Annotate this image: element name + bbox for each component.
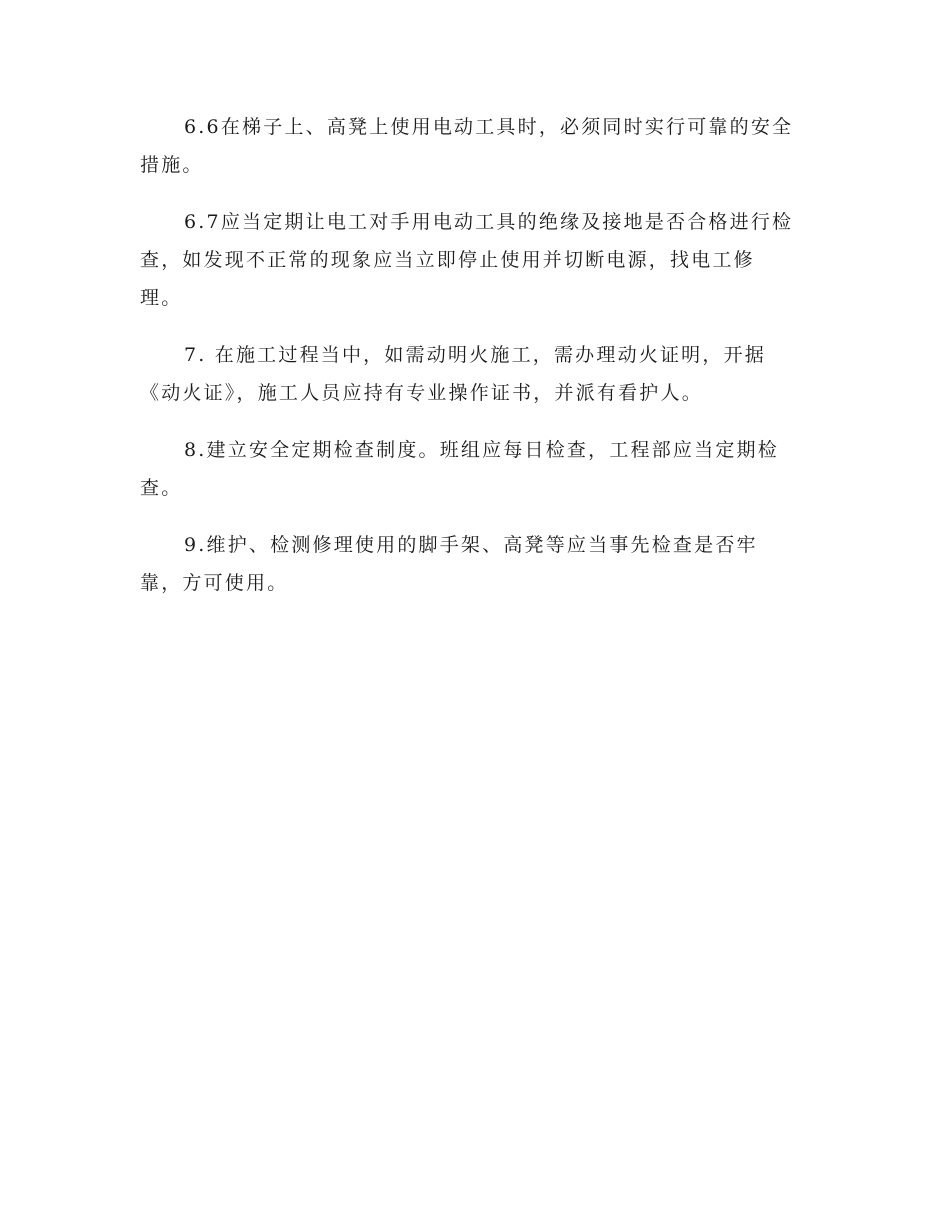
paragraph-6-6 [140, 108, 812, 184]
paragraph-line: 8.建立安全定期检查制度。班组应每日检查，工程部应当定期检 [184, 439, 779, 461]
paragraph-line: 理。 [140, 287, 183, 309]
paragraph-line: 靠，方可使用。 [140, 572, 289, 594]
paragraph-line: 6.6在梯子上、高凳上使用电动工具时，必须同时实行可靠的安全 [184, 116, 794, 138]
paragraph-line: 9.维护、检测修理使用的脚手架、高凳等应当事先检查是否牢 [184, 534, 758, 556]
paragraph-line: 6.7应当定期让电工对手用电动工具的绝缘及接地是否合格进行检 [184, 211, 794, 233]
paragraph-6-7 [140, 203, 812, 317]
document-body [140, 108, 812, 621]
paragraph-7 [140, 336, 812, 412]
paragraph-line: 7. 在施工过程当中，如需动明火施工，需办理动火证明，开据 [184, 344, 766, 366]
paragraph-9 [140, 526, 812, 602]
paragraph-line: 查，如发现不正常的现象应当立即停止使用并切断电源，找电工修 [140, 249, 755, 271]
paragraph-line: 措施。 [140, 154, 204, 176]
paragraph-line: 《动火证》，施工人员应持有专业操作证书，并派有看护人。 [140, 382, 703, 404]
paragraph-8 [140, 431, 812, 507]
paragraph-line: 查。 [140, 477, 183, 499]
